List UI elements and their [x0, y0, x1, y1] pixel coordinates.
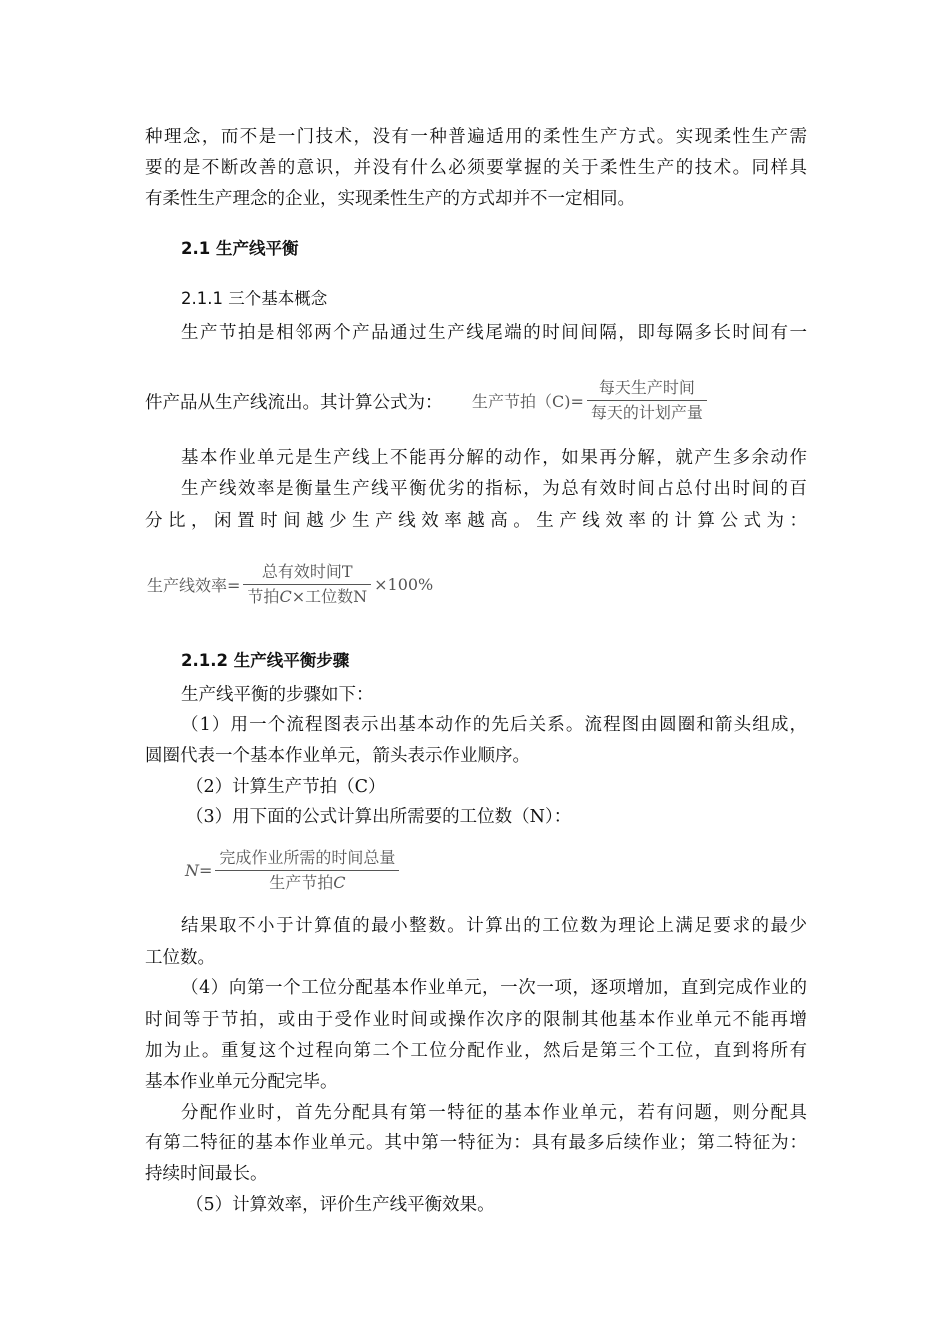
result-line-1: 结果取不小于计算值的最小整数。计算出的工位数为理论上满足要求的最少: [181, 916, 807, 936]
efficiency-definition-line-1: 生产线效率是衡量生产线平衡优劣的指标，为总有效时间占总付出时间的百: [181, 479, 807, 499]
efficiency-denominator-part-b: ×工位数N: [291, 587, 368, 606]
cycle-formula-fraction: [587, 376, 707, 425]
step-2: （2）计算生产节拍（C）: [186, 777, 386, 797]
cycle-definition-line-2: 件产品从生产线流出。其计算公式为：: [145, 393, 443, 413]
result-line-2: 工位数。: [145, 948, 215, 968]
assignment-rule-line-3: 持续时间最长。: [145, 1164, 268, 1184]
basic-unit-definition: 基本作业单元是生产线上不能再分解的动作，如果再分解，就产生多余动作: [181, 448, 807, 468]
cycle-formula-denominator: 每天的计划产量: [590, 403, 703, 422]
efficiency-formula-denominator: [243, 585, 371, 609]
n-denominator-part-a: 生产节拍: [269, 873, 334, 892]
workstation-count-formula: [185, 846, 402, 895]
assignment-rule-line-1: 分配作业时，首先分配具有第一特征的基本作业单元，若有问题，则分配具: [181, 1103, 807, 1123]
assignment-rule-line-2: 有第二特征的基本作业单元。其中第一特征为：具有最多后续作业；第二特征为：: [145, 1133, 807, 1153]
step-4-line-1: （4）向第一个工位分配基本作业单元，一次一项，逐项增加，直到完成作业的: [181, 978, 807, 998]
efficiency-denominator-var-c: C: [279, 587, 292, 606]
efficiency-formula: [147, 560, 433, 609]
n-formula-denominator: [265, 871, 349, 895]
step-1-line-2: 圆圈代表一个基本作业单元，箭头表示作业顺序。: [145, 746, 530, 766]
efficiency-formula-numerator: 总有效时间T: [261, 562, 353, 581]
step-5: （5）计算效率，评价生产线平衡效果。: [186, 1195, 495, 1215]
efficiency-formula-suffix: ×100%: [374, 575, 434, 594]
step-4-line-3: 加为止。重复这个过程向第二个工位分配作业，然后是第三个工位，直到将所有: [145, 1041, 807, 1061]
step-1-line-1: （1）用一个流程图表示出基本动作的先后关系。流程图由圆圈和箭头组成，: [181, 715, 807, 735]
efficiency-formula-lhs: 生产线效率=: [147, 576, 241, 595]
efficiency-formula-fraction: [243, 560, 371, 609]
intro-line-3: 有柔性生产理念的企业，实现柔性生产的方式却并不一定相同。: [145, 189, 635, 209]
intro-line-1: 种理念，而不是一门技术，没有一种普遍适用的柔性生产方式。实现柔性生产需: [145, 127, 807, 147]
n-denominator-var-c: C: [333, 873, 346, 892]
efficiency-denominator-part-a: 节拍: [247, 587, 280, 606]
subsection-heading-2-1-2: 2.1.2 生产线平衡步骤: [181, 651, 350, 670]
section-heading-2-1: 2.1 生产线平衡: [181, 239, 299, 258]
step-4-line-4: 基本作业单元分配完毕。: [145, 1072, 338, 1092]
n-formula-fraction: [215, 846, 399, 895]
steps-intro: 生产线平衡的步骤如下：: [181, 685, 374, 705]
n-formula-equals: =: [199, 861, 213, 880]
subsection-heading-2-1-1: 2.1.1 三个基本概念: [181, 289, 328, 308]
intro-line-2: 要的是不断改善的意识，并没有什么必须要掌握的关于柔性生产的技术。同样具: [145, 158, 807, 178]
n-formula-numerator: 完成作业所需的时间总量: [219, 848, 396, 867]
step-3: （3）用下面的公式计算出所需要的工位数（N）：: [186, 807, 572, 827]
cycle-time-formula: [472, 376, 710, 425]
cycle-formula-numerator: 每天生产时间: [598, 378, 695, 397]
n-formula-var-n: N: [185, 861, 199, 880]
step-4-line-2: 时间等于节拍，或由于受作业时间或操作次序的限制其他基本作业单元不能再增: [145, 1010, 807, 1030]
cycle-formula-lhs: 生产节拍（C)=: [472, 392, 584, 411]
efficiency-definition-line-2: 分比，闲置时间越少生产线效率越高。生产线效率的计算公式为：: [145, 511, 807, 531]
cycle-definition-line-1: 生产节拍是相邻两个产品通过生产线尾端的时间间隔，即每隔多长时间有一: [181, 323, 807, 343]
